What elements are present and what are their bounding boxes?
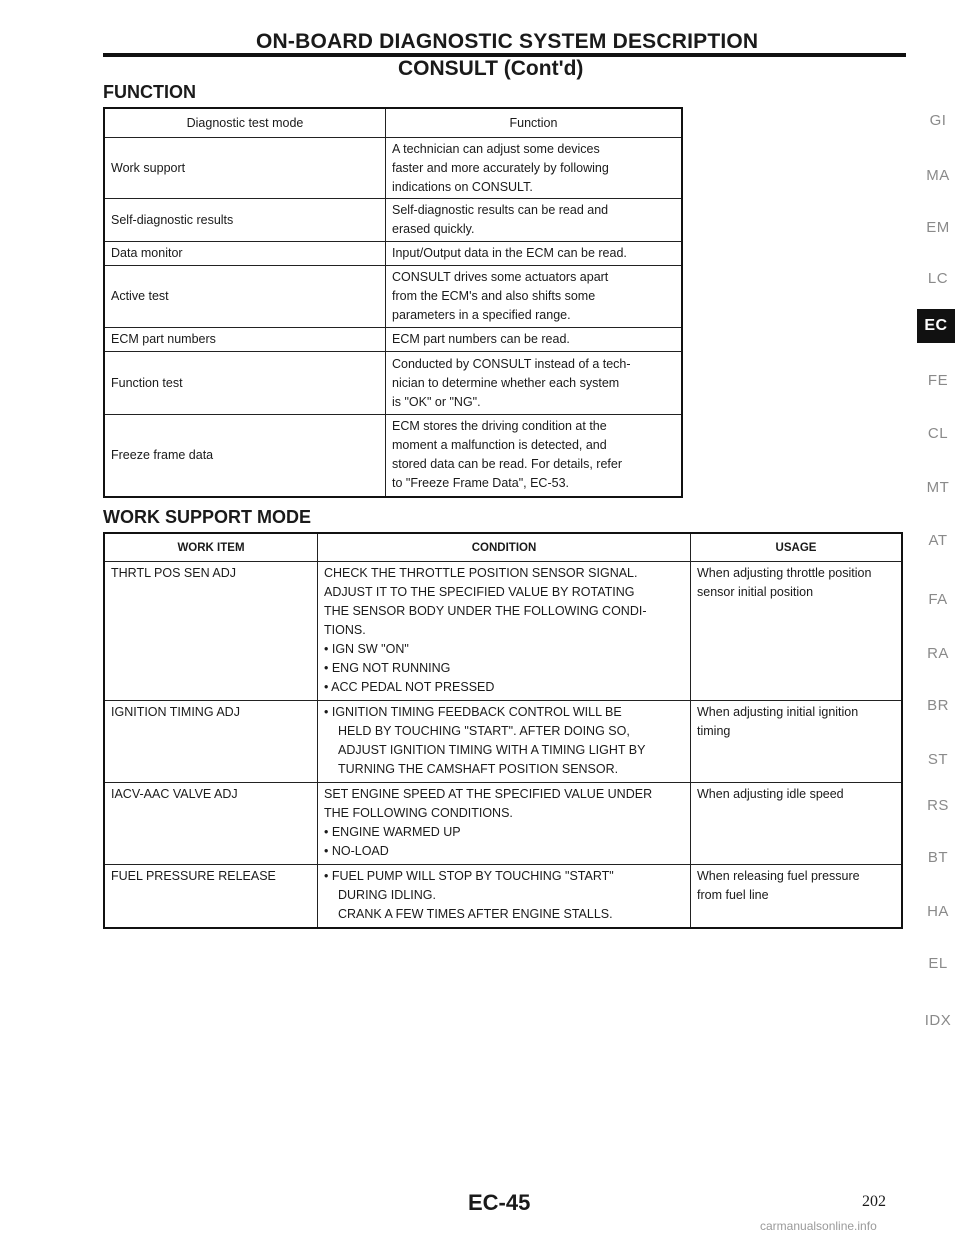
column-header: USAGE (691, 533, 903, 562)
usage-cell (691, 562, 903, 701)
condition-line: • ENG NOT RUNNING (324, 661, 451, 675)
function-cell (386, 242, 683, 266)
table-header-row (104, 108, 682, 138)
table-row (104, 242, 682, 266)
usage-cell (691, 701, 903, 783)
usage-line: When adjusting throttle position (697, 566, 872, 580)
section-tab-ma[interactable]: MA (926, 167, 950, 184)
column-header: Function (386, 108, 683, 138)
section-tab-cl[interactable]: CL (927, 425, 949, 442)
usage-line: from fuel line (697, 888, 769, 902)
condition-line: SET ENGINE SPEED AT THE SPECIFIED VALUE UNDER (324, 787, 653, 801)
section-tab-fe[interactable]: FE (927, 372, 949, 389)
condition-cell (318, 783, 691, 865)
condition-cell (318, 701, 691, 783)
condition-line: CRANK A FEW TIMES AFTER ENGINE STALLS. (338, 907, 613, 921)
section-tab-ra[interactable]: RA (927, 645, 949, 662)
function-cell (386, 352, 683, 415)
condition-line: • IGNITION TIMING FEEDBACK CONTROL WILL BE (324, 705, 622, 719)
work-support-table (103, 532, 903, 929)
usage-cell (691, 783, 903, 865)
work-support-heading: WORK SUPPORT MODE (103, 507, 312, 527)
function-line: erased quickly. (392, 222, 475, 236)
table-row (104, 199, 682, 242)
usage-line: timing (697, 724, 731, 738)
function-cell (386, 328, 683, 352)
mode-cell: ECM part numbers (104, 328, 386, 352)
function-heading: FUNCTION (103, 82, 196, 102)
mode-cell: Data monitor (104, 242, 386, 266)
page-number: 202 (862, 1193, 886, 1210)
section-tab-ec-active[interactable]: EC (917, 309, 955, 343)
section-tab-rs[interactable]: RS (927, 797, 949, 814)
condition-line: THE FOLLOWING CONDITIONS. (324, 806, 513, 820)
function-cell (386, 415, 683, 497)
table-row (104, 415, 682, 497)
column-header: WORK ITEM (104, 533, 318, 562)
condition-line: • FUEL PUMP WILL STOP BY TOUCHING "START" (324, 869, 614, 883)
section-tab-br[interactable]: BR (927, 697, 949, 714)
function-line: ECM stores the driving condition at the (392, 419, 607, 434)
function-line: from the ECM's and also shifts some (392, 289, 596, 303)
function-line: moment a malfunction is detected, and (392, 438, 607, 453)
section-tab-fa[interactable]: FA (928, 591, 948, 608)
function-table (103, 107, 683, 498)
section-tab-mt[interactable]: MT (926, 479, 950, 496)
page-subtitle: CONSULT (Cont'd) (398, 57, 584, 80)
function-line: ECM part numbers can be read. (392, 332, 570, 346)
condition-line: ADJUST IT TO THE SPECIFIED VALUE BY ROTATING (324, 585, 635, 599)
function-line: to "Freeze Frame Data", EC-53. (392, 476, 569, 491)
function-line: Self-diagnostic results can be read and (392, 203, 609, 217)
section-tab-lc[interactable]: LC (927, 270, 949, 287)
mode-cell: Work support (104, 138, 386, 199)
usage-cell (691, 865, 903, 929)
function-line: faster and more accurately by following (392, 160, 609, 175)
function-line: A technician can adjust some devices (392, 141, 600, 156)
mode-cell: Function test (104, 352, 386, 415)
condition-cell (318, 865, 691, 929)
mode-cell: Active test (104, 266, 386, 328)
section-tab-idx[interactable]: IDX (924, 1012, 952, 1029)
section-tab-st[interactable]: ST (927, 751, 949, 768)
mode-cell: Self-diagnostic results (104, 199, 386, 242)
section-tab-ha[interactable]: HA (927, 903, 949, 920)
table-row (104, 328, 682, 352)
function-cell (386, 199, 683, 242)
condition-line: ADJUST IGNITION TIMING WITH A TIMING LIGHT BY (338, 743, 646, 757)
function-line: is "OK" or "NG". (392, 394, 481, 409)
function-line: Conducted by CONSULT instead of a tech- (392, 356, 631, 371)
mode-cell: Freeze frame data (104, 415, 386, 497)
condition-line: • ACC PEDAL NOT PRESSED (324, 680, 495, 694)
section-tab-gi[interactable]: GI (929, 112, 947, 129)
table-header-row (104, 533, 902, 562)
condition-line: THE SENSOR BODY UNDER THE FOLLOWING CONDI- (324, 604, 647, 618)
function-line: CONSULT drives some actuators apart (392, 270, 609, 284)
watermark: carmanualsonline.info (760, 1219, 877, 1233)
table-row (104, 562, 902, 701)
function-cell (386, 138, 683, 199)
table-row (104, 783, 902, 865)
function-line: nician to determine whether each system (392, 375, 620, 390)
column-header: CONDITION (318, 533, 691, 562)
section-tab-at[interactable]: AT (928, 532, 948, 549)
table-row (104, 266, 682, 328)
function-line: indications on CONSULT. (392, 179, 533, 194)
section-tab-em[interactable]: EM (926, 219, 950, 236)
usage-line: When adjusting initial ignition (697, 705, 859, 719)
work-item-cell: IGNITION TIMING ADJ (104, 701, 318, 783)
condition-line: HELD BY TOUCHING "START". AFTER DOING SO, (338, 724, 630, 738)
section-tab-bt[interactable]: BT (927, 849, 949, 866)
condition-line: • NO-LOAD (324, 844, 389, 858)
section-tab-strip (912, 0, 960, 1242)
usage-line: When releasing fuel pressure (697, 869, 860, 883)
condition-line: DURING IDLING. (338, 888, 436, 902)
usage-line: sensor initial position (697, 585, 814, 599)
page-code: EC-45 (468, 1190, 531, 1215)
work-item-cell: IACV-AAC VALVE ADJ (104, 783, 318, 865)
condition-line: • IGN SW "ON" (324, 642, 409, 656)
function-cell (386, 266, 683, 328)
table-row (104, 138, 682, 199)
condition-cell (318, 562, 691, 701)
condition-line: CHECK THE THROTTLE POSITION SENSOR SIGNAL. (324, 566, 638, 580)
table-row (104, 701, 902, 783)
table-row (104, 865, 902, 929)
function-line: stored data can be read. For details, refer (392, 457, 622, 472)
function-line: parameters in a specified range. (392, 308, 571, 322)
page-title: ON-BOARD DIAGNOSTIC SYSTEM DESCRIPTION (256, 30, 759, 53)
column-header: Diagnostic test mode (104, 108, 386, 138)
condition-line: TURNING THE CAMSHAFT POSITION SENSOR. (338, 762, 619, 776)
condition-line: • ENGINE WARMED UP (324, 825, 461, 839)
function-line: Input/Output data in the ECM can be read. (392, 246, 627, 260)
work-item-cell: FUEL PRESSURE RELEASE (104, 865, 318, 929)
condition-line: TIONS. (324, 623, 366, 637)
work-item-cell: THRTL POS SEN ADJ (104, 562, 318, 701)
usage-line: When adjusting idle speed (697, 787, 844, 801)
table-row (104, 352, 682, 415)
section-tab-el[interactable]: EL (928, 955, 948, 972)
